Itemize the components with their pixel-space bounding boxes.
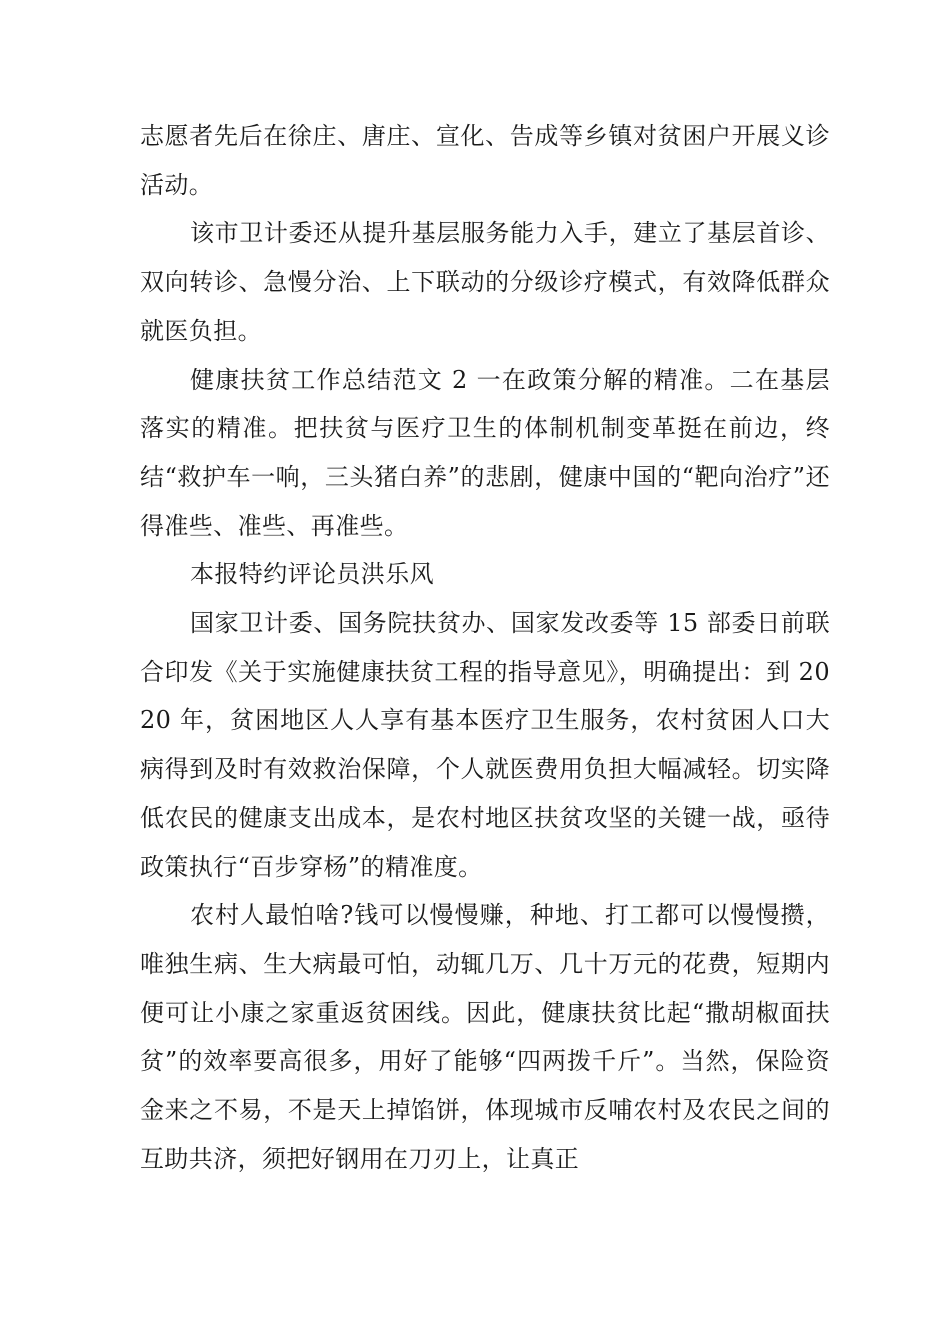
document-body (140, 112, 830, 1183)
paragraph-1: 志愿者先后在徐庄、唐庄、宣化、告成等乡镇对贫困户开展义诊活动。 (140, 122, 830, 199)
paragraph-3: 健康扶贫工作总结范文 2 一在政策分解的精准。二在基层落实的精准。把扶贫与医疗卫生的体制机制变革挺在前边，终结“救护车一响，三头猪白养”的悲剧，健康中国的“靶向治疗”还得准些、准些、再准些。 (140, 365, 830, 540)
paragraph-2: 该市卫计委还从提升基层服务能力入手，建立了基层首诊、双向转诊、急慢分治、上下联动的分级诊疗模式，有效降低群众就医负担。 (140, 219, 830, 345)
byline-paragraph: 本报特约评论员洪乐风 (190, 560, 434, 589)
paragraph-6: 农村人最怕啥?钱可以慢慢赚，种地、打工都可以慢慢攒，唯独生病、生大病最可怕，动辄几万、几十万元的花费，短期内便可让小康之家重返贫困线。因此，健康扶贫比起“撒胡椒面扶贫”的效率要高很多，用好了能够“四两拨千斤”。当然，保险资金来之不易，不是天上掉馅饼，体现城市反哺农村及农民之间的互助共济，须把好钢用在刀刃上，让真正 (140, 901, 830, 1173)
paragraph-5: 国家卫计委、国务院扶贫办、国家发改委等 15 部委日前联合印发《关于实施健康扶贫工程的指导意见》，明确提出：到 2020 年，贫困地区人人享有基本医疗卫生服务，农村贫困人口大病得到及时有效救治保障，个人就医费用负担大幅减轻。切实降低农民的健康支出成本，是农村地区扶贫攻坚的关键一战，亟待政策执行“百步穿杨”的精准度。 (140, 609, 830, 881)
